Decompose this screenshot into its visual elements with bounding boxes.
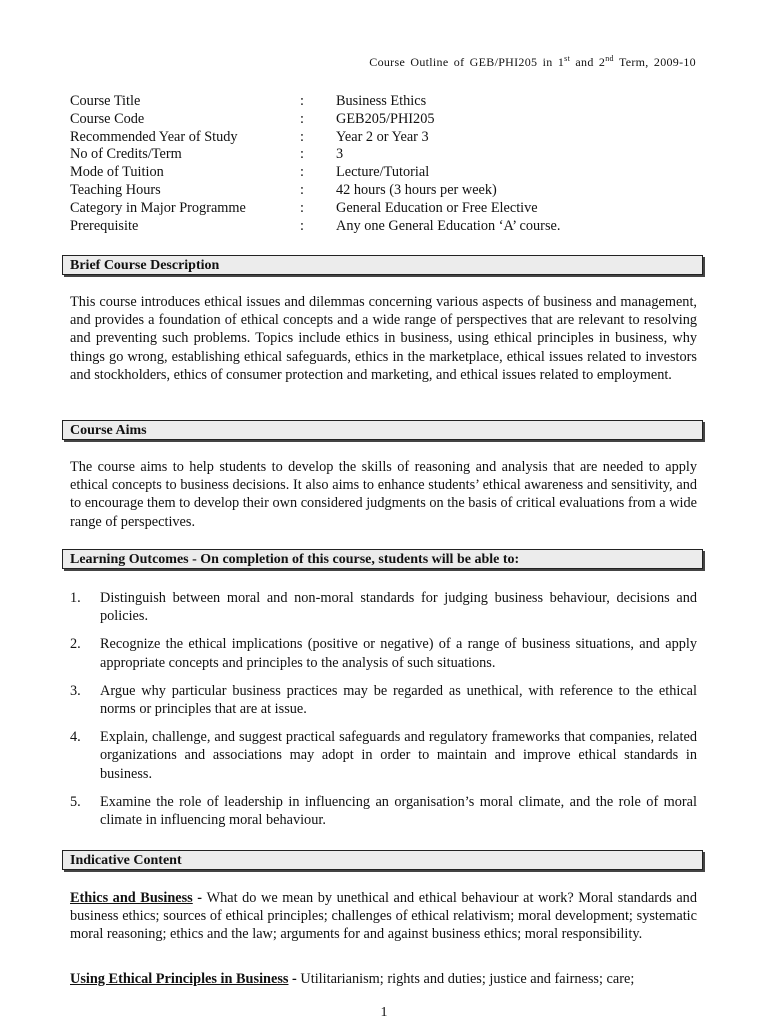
- aims-paragraph: The course aims to help students to develop the skills of reasoning and analysis that are needed to apply ethical concepts to business decisions. It also aims to enhance students’ ethical awareness and sensitivity, and to encourage them to develop their own considered judgments on the basis of critical evaluations from a wide range of perspectives.: [70, 459, 697, 530]
- section-heading-content: Indicative Content: [62, 850, 703, 870]
- info-row: Course Code : GEB205/PHI205: [70, 110, 435, 127]
- list-item: 5. Examine the role of leadership in influencing an organisation’s moral climate, and the role of moral climate in influencing moral behaviour.: [70, 793, 697, 829]
- topic-title: Using Ethical Principles in Business: [70, 971, 289, 987]
- info-row: No of Credits/Term : 3: [70, 146, 344, 163]
- description-paragraph: This course introduces ethical issues and dilemmas concerning various aspects of business and management, and provides a foundation of ethical concepts and a wide range of perspectives that are relevant to resolving and preventing such problems. Topics include ethics in business, using ethical principles in business, why things go wrong, establishing ethical safeguards, ethics in the marketplace, ethical issues related to investors and stockholders, ethics of consumer protection and marketing, and ethical issues related to employment.: [70, 294, 697, 383]
- topic-title: Ethics and Business: [70, 890, 193, 906]
- section-heading-description: Brief Course Description: [62, 255, 703, 275]
- course-info-table: [70, 93, 560, 235]
- info-row: Course Title : Business Ethics: [70, 93, 427, 109]
- info-row: Category in Major Programme : General Education or Free Elective: [70, 199, 538, 216]
- content-topic: Using Ethical Principles in Business - Utilitarianism; rights and duties; justice and fairness; care;: [70, 971, 635, 987]
- page-number: 1: [380, 1005, 388, 1020]
- content-topic: Ethics and Business - What do we mean by unethical and ethical behaviour at work? Moral standards and business ethics; sources of ethical principles; challenges of ethical relativism; moral development; systematic moral reasoning; ethics and the law; arguments for and against business ethics; moral responsibility.: [70, 890, 697, 943]
- info-row: Prerequisite : Any one General Education ‘A’ course.: [70, 217, 561, 234]
- section-heading-aims: Course Aims: [62, 420, 703, 440]
- info-row: Teaching Hours : 42 hours (3 hours per week): [70, 181, 497, 198]
- outcomes-list: [70, 589, 697, 839]
- section-heading-outcomes: Learning Outcomes - On completion of this course, students will be able to:: [62, 549, 703, 569]
- list-item: 3. Argue why particular business practices may be regarded as unethical, with reference to the ethical norms or principles that are at issue.: [70, 682, 697, 718]
- list-item: 2. Recognize the ethical implications (positive or negative) of a range of business situations, and apply appropriate concepts and principles to the analysis of such situations.: [70, 636, 697, 671]
- list-item: 1. Distinguish between moral and non-moral standards for judging business behaviour, decisions and policies.: [70, 590, 697, 625]
- page-header: Course Outline of GEB/PHI205 in 1st and 2nd Term, 2009-10: [369, 54, 696, 69]
- list-item: 4. Explain, challenge, and suggest practical safeguards and regulatory frameworks that companies, related organizations and associations may adopt in order to maintain and improve ethical standards in business.: [70, 729, 697, 782]
- info-row: Recommended Year of Study : Year 2 or Year 3: [70, 128, 429, 145]
- info-row: Mode of Tuition : Lecture/Tutorial: [70, 164, 430, 181]
